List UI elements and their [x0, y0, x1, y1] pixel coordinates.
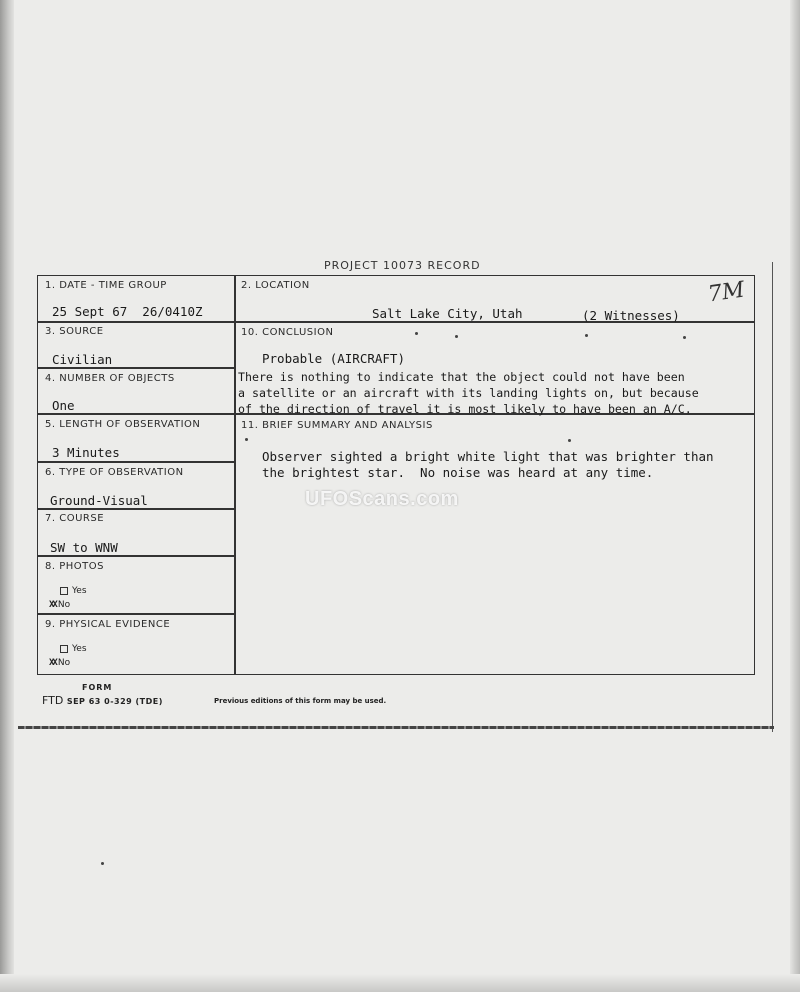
source-label: 3. SOURCE — [45, 326, 104, 337]
checkbox-icon — [60, 587, 68, 595]
photos-label: 8. PHOTOS — [45, 561, 104, 572]
location-label: 2. LOCATION — [241, 280, 310, 291]
row-divider — [37, 367, 235, 369]
scan-speck — [683, 336, 686, 339]
footer-ftd: FTD — [42, 694, 64, 707]
summary-line: the brightest star. No noise was heard at any time. — [262, 465, 654, 480]
row-divider — [37, 508, 235, 510]
x-mark-icon: XX — [49, 658, 56, 668]
checkbox-icon — [60, 645, 68, 653]
witnesses-value: (2 Witnesses) — [582, 308, 680, 323]
conclusion-line: a satellite or an aircraft with its landing lights on, but because — [238, 386, 699, 400]
photos-yes-option: Yes — [60, 586, 87, 596]
date-time-label: 1. DATE - TIME GROUP — [45, 280, 167, 291]
type-label: 6. TYPE OF OBSERVATION — [45, 467, 184, 478]
fold-line — [18, 726, 774, 729]
date-time-value: 25 Sept 67 26/0410Z — [52, 304, 203, 319]
conclusion-label: 10. CONCLUSION — [241, 327, 334, 338]
course-label: 7. COURSE — [45, 513, 105, 524]
footer-form-id — [42, 694, 163, 707]
row-divider — [37, 555, 235, 557]
summary-line: Observer sighted a bright white light that was brighter than — [262, 449, 714, 464]
conclusion-line: of the direction of travel it is most likely to have been an A/C. — [238, 402, 692, 416]
footer-note: Previous editions of this form may be used. — [214, 697, 387, 705]
scan-edge-left — [0, 0, 14, 992]
row-divider — [37, 613, 235, 615]
location-value: Salt Lake City, Utah — [372, 306, 523, 321]
scan-speck — [585, 334, 588, 337]
summary-label: 11. BRIEF SUMMARY AND ANALYSIS — [241, 420, 433, 431]
conclusion-line: There is nothing to indicate that the object could not have been — [238, 370, 685, 384]
scan-speck — [455, 335, 458, 338]
x-mark-icon: XX — [49, 600, 56, 610]
objects-value: One — [52, 398, 75, 413]
length-value: 3 Minutes — [52, 445, 120, 460]
footer-form-number: SEP 63 0-329 (TDE) — [66, 697, 163, 706]
course-value: SW to WNW — [50, 540, 118, 555]
column-divider — [234, 275, 236, 675]
evidence-label: 9. PHYSICAL EVIDENCE — [45, 619, 171, 630]
type-value: Ground-Visual — [50, 493, 148, 508]
scan-edge-right — [790, 0, 800, 992]
conclusion-heading: Probable (AIRCRAFT) — [262, 351, 405, 366]
footer-form-label: FORM — [82, 683, 113, 692]
evidence-yes-option: Yes — [60, 644, 87, 654]
scan-edge-bottom — [0, 974, 800, 992]
scan-speck — [568, 439, 571, 442]
handwritten-mark: 7M — [706, 277, 747, 308]
form-title: PROJECT 10073 RECORD — [324, 259, 481, 272]
scan-speck — [415, 332, 418, 335]
margin-line — [772, 262, 773, 732]
row-divider — [37, 461, 235, 463]
length-label: 5. LENGTH OF OBSERVATION — [45, 419, 201, 430]
photos-no-option: XX No — [49, 600, 71, 610]
evidence-no-option: XX No — [49, 658, 71, 668]
source-value: Civilian — [52, 352, 113, 367]
scan-speck — [101, 862, 104, 865]
watermark: UFOScans.com — [305, 488, 459, 510]
scan-speck — [245, 438, 248, 441]
objects-label: 4. NUMBER OF OBJECTS — [45, 373, 175, 384]
